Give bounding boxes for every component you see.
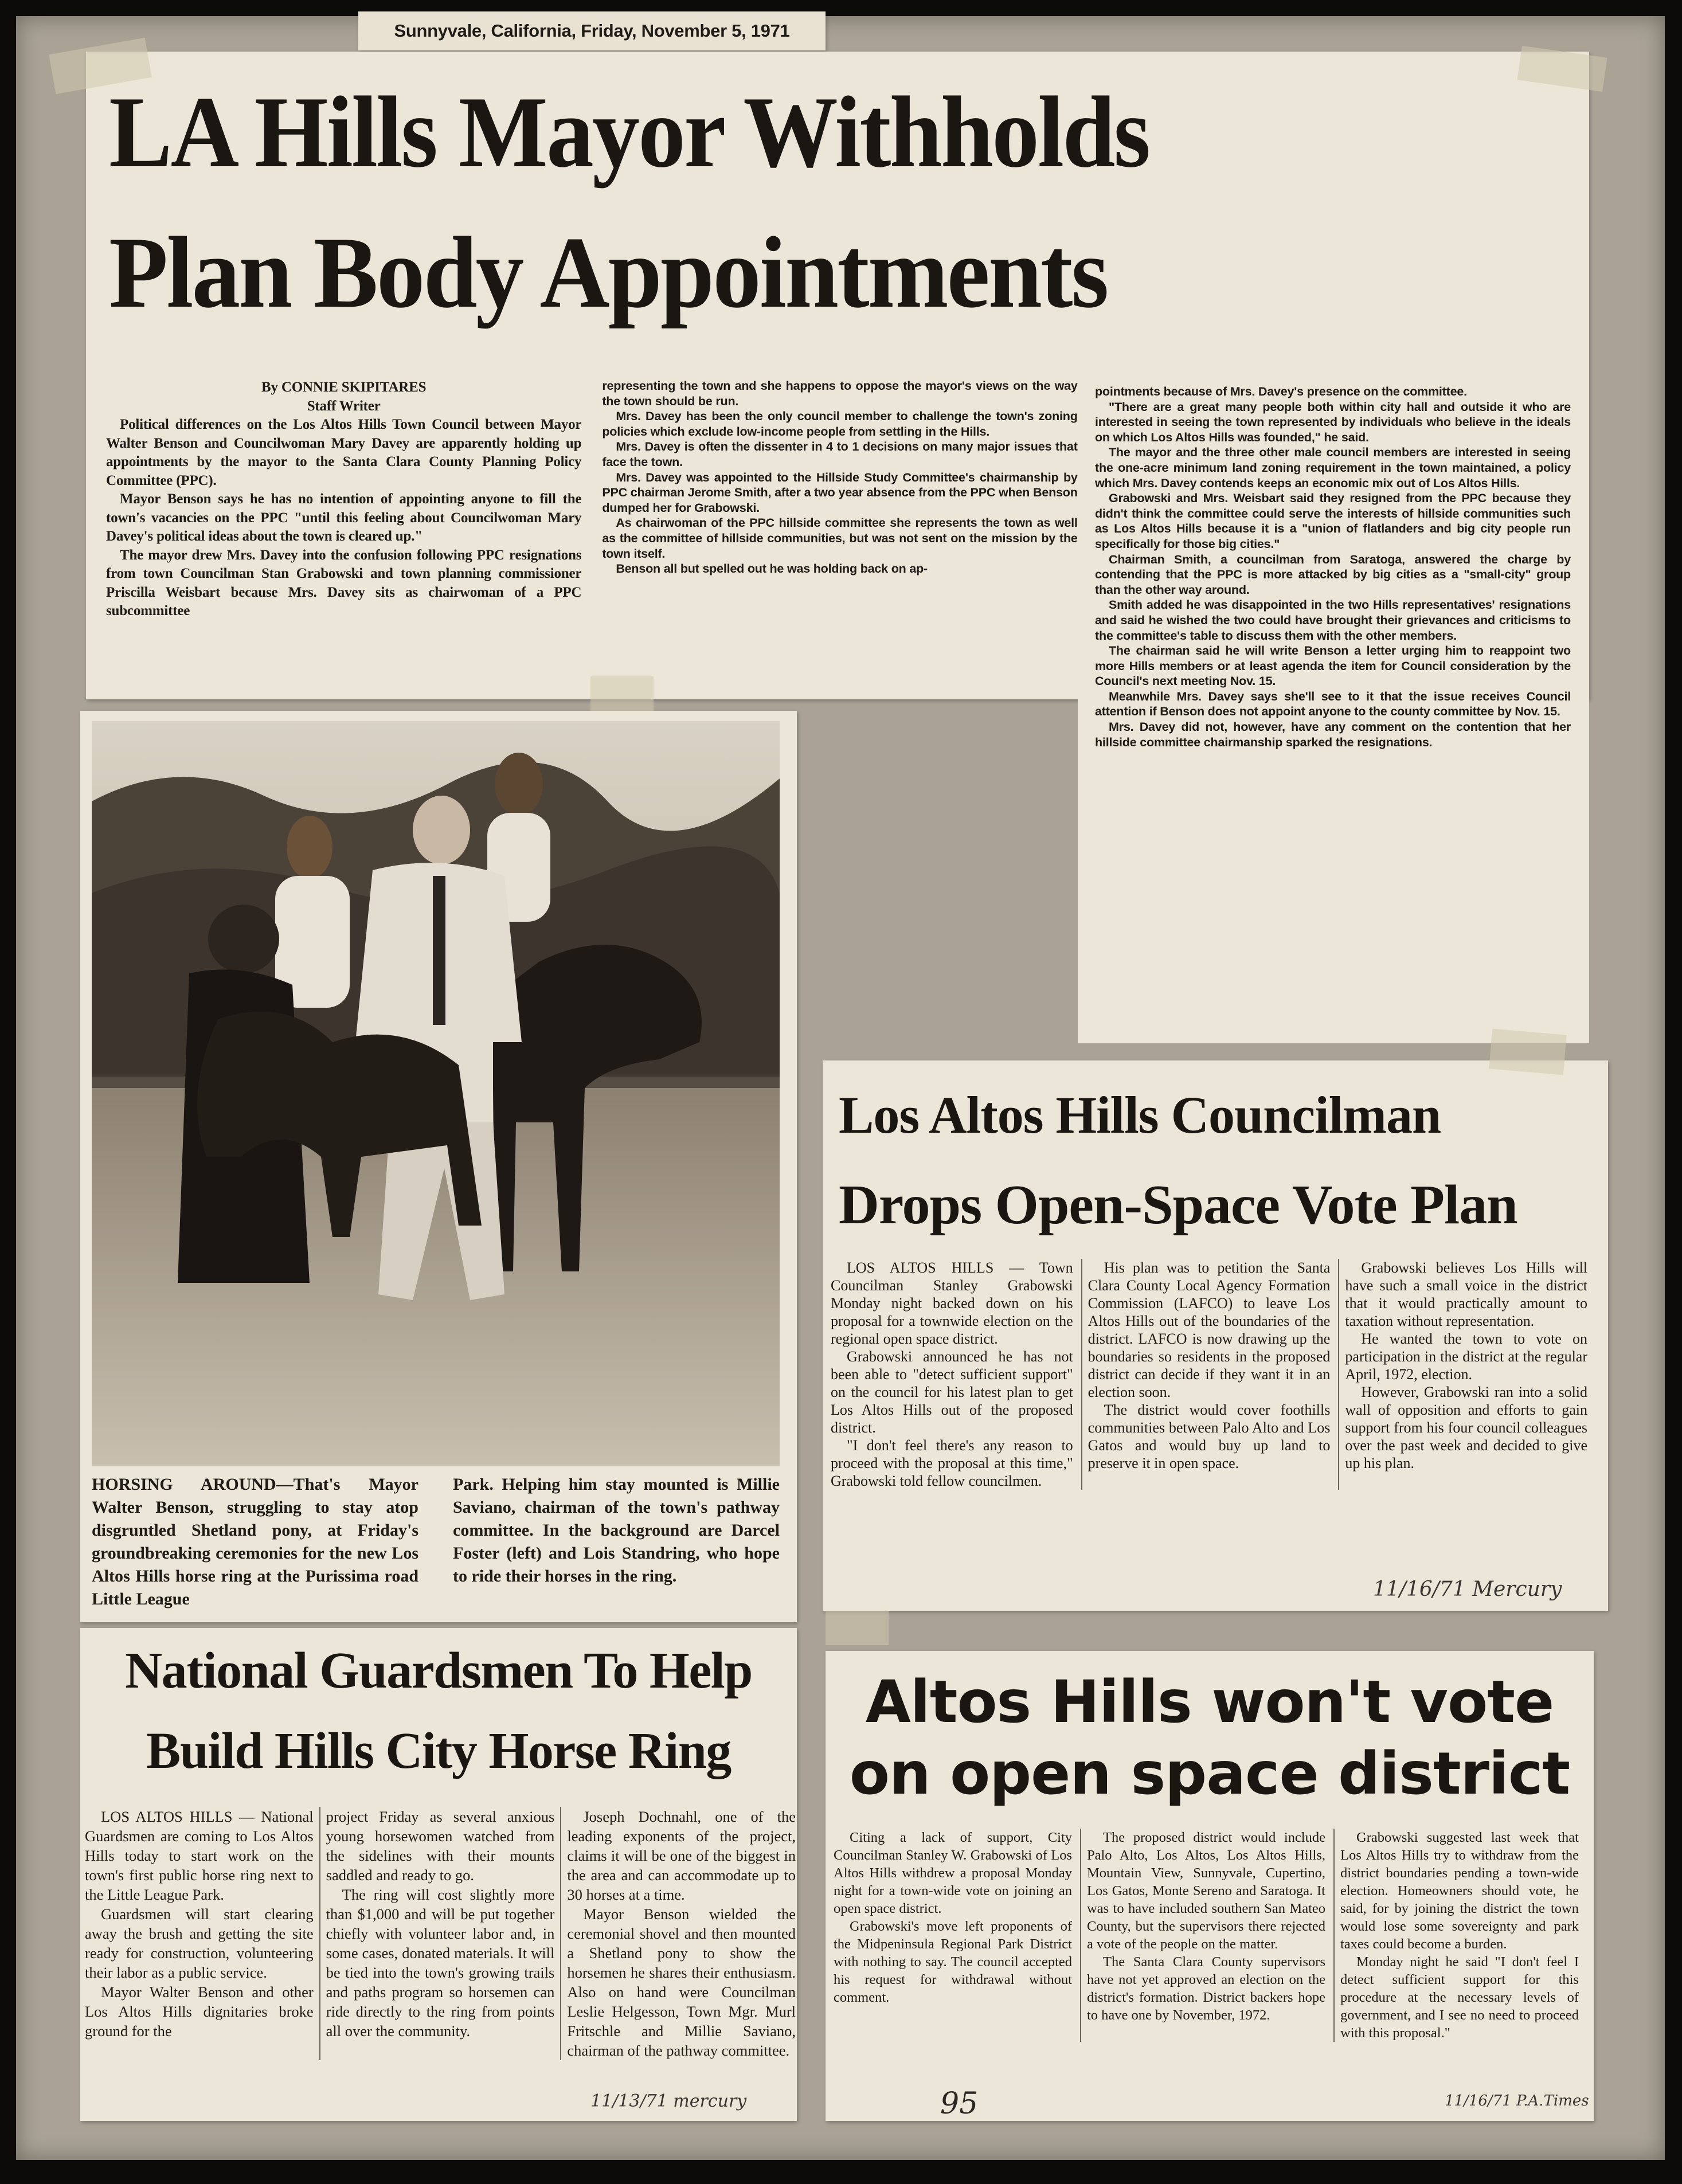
handwritten-date-note: 11/16/71 Mercury	[1373, 1578, 1562, 1601]
news-photo	[92, 721, 780, 1466]
caption-col-1	[92, 1473, 418, 1611]
paragraph: Mrs. Davey did not, however, have any comment on the contention that her hillside committee chairmanship sparked the resignations.	[1095, 720, 1571, 749]
dateline: Sunnyvale, California, Friday, November 5, 1971	[394, 21, 790, 41]
main-headline-line1: LA Hills Mayor Withholds	[109, 75, 1149, 189]
paragraph: As chairwoman of the PPC hillside committee she represents the town as well as the committee of hillside communities, but was not sent on the mission by the town itself.	[602, 516, 1078, 561]
paragraph: Mayor Benson says he has no intention of appointing anyone to fill the town's vacancies on the PPC "until this feeling about Councilwoman Mary Davey's political ideas about the town is cleared up."	[106, 491, 582, 544]
altos-col-1	[834, 1829, 1072, 2042]
paragraph: His plan was to petition the Santa Clara County Local Agency Formation Commission (LAFCO) to leave Los Altos Hills out of the boundaries of the district. LAFCO is now drawing up the boundaries so residents in the proposed district can decide if they want it in an election soon.	[1088, 1259, 1331, 1400]
dateline-strip	[358, 11, 826, 50]
paragraph: Mrs. Davey is often the dissenter in 4 to 1 decisions on many major issues that face the town.	[602, 440, 1078, 469]
paragraph: Grabowski and Mrs. Weisbart said they resigned from the PPC because they didn't think the committee could serve the interests of hillside communities such as Los Altos Hills because it is a "union of flatlanders and big city people run specifically for those big cities."	[1095, 491, 1571, 551]
tape	[1489, 1028, 1567, 1075]
byline: By CONNIE SKIPITARES	[261, 379, 427, 395]
paragraph: "There are a great many people both within city hall and outside it who are interested in seeing the town represented by individuals who believe in the ideals on which Los Altos Hills was founded," he said.	[1095, 400, 1571, 444]
tape	[590, 676, 654, 711]
councilman-article	[823, 1060, 1608, 1611]
paragraph: The mayor and the three other male council members are interested in seeing the one-acre minimum land zoning requirement in the town maintained, a policy which Mrs. Davey contends keeps an economic mix out of Los Altos Hills.	[1095, 445, 1571, 490]
main-col-2	[602, 378, 1077, 699]
councilman-col-1	[831, 1259, 1073, 1490]
paragraph: "I don't feel there's any reason to proceed with the proposal at this time," Grabowski told fellow councilmen.	[831, 1437, 1073, 1489]
councilman-col-2	[1081, 1259, 1331, 1490]
paragraph: Joseph Dochnahl, one of the leading exponents of the project, claims it will be one of the biggest in the area and can accommodate up to 30 horses at a time.	[567, 1808, 796, 1903]
paragraph: He wanted the town to vote on participation in the district at the regular April, 1972, election.	[1345, 1330, 1588, 1383]
paragraph: Mrs. Davey has been the only council member to challenge the town's zoning policies which exclude low-income people from settling in the Hills.	[602, 409, 1078, 439]
paragraph: Grabowski believes Los Hills will have such a small voice in the district that it would practically amount to taxation without representation.	[1345, 1259, 1588, 1329]
paragraph: Meanwhile Mrs. Davey says she'll see to it that the issue receives Council attention if Benson does not appoint anyone to the county committee by Nov. 15.	[1095, 689, 1571, 719]
paragraph: The proposed district would include Palo Alto, Los Altos, Los Altos Hills, Mountain View, Sunnyvale, Cupertino, Los Gatos, Monte Sereno and Saratoga. It was to have included southern San Mateo County, but the supervisors there rejected a vote of the people on the matter.	[1087, 1830, 1325, 1952]
guardsmen-article	[80, 1628, 797, 2121]
paragraph: Monday night he said "I don't feel I detect sufficient support for this procedure at the necessary levels of government, and I see no need to proceed with this proposal."	[1340, 1954, 1579, 2041]
photo-caption-part2: Park. Helping him stay mounted is Millie Saviano, chairman of the town's pathway committee. In the background are Darcel Foster (left) and Lois Standring, who hope to ride their horses in the ring.	[453, 1475, 780, 1586]
tape	[826, 1611, 889, 1645]
paragraph: The district would cover foothills communities between Palo Alto and Los Gatos and would buy up land to preserve it in open space.	[1088, 1402, 1331, 1471]
guardsmen-col-3	[560, 1807, 796, 2060]
photo-clipping	[80, 711, 797, 1622]
councilman-col-3	[1338, 1259, 1587, 1490]
guardsmen-headline-line1: National Guardsmen To Help	[125, 1642, 752, 1699]
paragraph: Benson all but spelled out he was holding back on ap-	[616, 562, 928, 576]
handwritten-date-note: 11/16/71 P.A.Times	[1445, 2092, 1589, 2109]
paragraph: The chairman said he will write Benson a letter urging him to reappoint two more Hills members or at least agenda the item for Council consideration by the Council's next meeting Nov. 15.	[1095, 644, 1571, 688]
paragraph: Mayor Walter Benson and other Los Altos Hills dignitaries broke ground for the	[85, 1983, 314, 2040]
councilman-headline-line1: Los Altos Hills Councilman	[839, 1086, 1441, 1144]
paragraph: LOS ALTOS HILLS — National Guardsmen are coming to Los Altos Hills today to start work on the town's first public horse ring next to the Little League Park.	[85, 1808, 314, 1903]
paragraph: The Santa Clara County supervisors have not yet approved an election on the district's formation. District backers hope to have one by November, 1972.	[1087, 1954, 1325, 2023]
paragraph: Mrs. Davey was appointed to the Hillside Study Committee's chairmanship by PPC chairman Jerome Smith, after a two year absence from the PPC when Benson dumped her for Grabowski.	[602, 470, 1078, 515]
paragraph: Grabowski suggested last week that Los Altos Hills try to withdraw from the district boundaries pending a town-wide election. Homeowners should vote, he said, for by joining the district the town would lose some sovereignty and park taxes could become a burden.	[1340, 1830, 1579, 1952]
paragraph: Mayor Benson wielded the ceremonial shovel and then mounted a Shetland pony to show the horsemen he shares their enthusiasm. Also on hand were Councilman Leslie Helgesson, Town Mgr. Murl Fritschle and Millie Saviano, chairman of the pathway committee.	[567, 1905, 796, 2059]
page-number: 95	[940, 2087, 979, 2121]
paragraph: LOS ALTOS HILLS — Town Councilman Stanley Grabowski Monday night backed down on his proposal for a townwide election on the regional open space district.	[831, 1259, 1073, 1347]
main-col-3	[1095, 384, 1571, 750]
main-article-col3	[1078, 373, 1589, 1043]
paragraph: Political differences on the Los Altos Hills Town Council between Mayor Walter Benson and Councilwoman Mary Davey are apparently holding up appointments by the mayor to the Santa Clara County Planning Policy Committee (PPC).	[106, 417, 582, 488]
paragraph: The mayor drew Mrs. Davey into the confusion following PPC resignations from town Councilman Stan Grabowski and town planning commissioner Priscilla Weisbart because Mrs. Davey sits as chairwoman of a PPC subcommittee	[106, 547, 582, 619]
paragraph: However, Grabowski ran into a solid wall of opposition and efforts to gain support from his four council colleagues over the past week and decided to give up his plan.	[1345, 1384, 1588, 1471]
altos-hills-article	[826, 1651, 1594, 2121]
caption-col-2	[453, 1473, 780, 1611]
paragraph: representing the town and she happens to oppose the mayor's views on the way the town should be run.	[602, 379, 1078, 408]
guardsmen-headline-line2: Build Hills City Horse Ring	[146, 1723, 731, 1779]
byline-role: Staff Writer	[307, 398, 381, 414]
paragraph: Guardsmen will start clearing away the brush and getting the site ready for construction, volunteering their labor as a public service.	[85, 1905, 314, 1981]
paragraph: Chairman Smith, a councilman from Saratoga, answered the charge by contending that the PPC is more attacked by big cities as a "small-city" group than the other way around.	[1095, 552, 1571, 597]
paragraph: Smith added he was disappointed in the two Hills representatives' resignations and said he wished the two could have brought their grievances and criticisms to the committee's table to discuss them with the other members.	[1095, 598, 1571, 643]
guardsmen-col-1	[85, 1807, 314, 2060]
paragraph: project Friday as several anxious young horsewomen watched from the sidelines with their mounts saddled and ready to go.	[326, 1808, 555, 1884]
paragraph: Citing a lack of support, City Councilman Stanley W. Grabowski of Los Altos Hills withdrew a proposal Monday night for a town-wide vote on joining an open space district.	[834, 1830, 1072, 1916]
photo-caption-part1: HORSING AROUND—That's Mayor Walter Benson, struggling to stay atop disgruntled Shetland pony, at Friday's groundbreaking ceremonies for the new Los Altos Hills horse ring at the Purissima road Little League	[92, 1475, 418, 1608]
councilman-headline-line2: Drops Open-Space Vote Plan	[839, 1174, 1517, 1236]
altos-headline-line1: Altos Hills won't vote	[865, 1668, 1554, 1736]
main-headline-line2: Plan Body Appointments	[109, 216, 1108, 329]
altos-headline-line2: on open space district	[849, 1740, 1570, 1808]
paragraph: Grabowski's move left proponents of the Midpeninsula Regional Park District with nothing to say. The council accepted his request for withdrawal without comment.	[834, 1919, 1072, 2005]
paragraph: Grabowski announced he has not been able to "detect sufficient support" on the council for his latest plan to get Los Altos Hills out of the proposed district.	[831, 1348, 1073, 1436]
paragraph: The ring will cost slightly more than $1,000 and will be put together chiefly with volunteer labor and, in some cases, donated materials. It will be tied into the town's growing trails and paths program so horsemen can ride directly to the ring from points all over the community.	[326, 1886, 555, 2040]
altos-col-2	[1080, 1829, 1325, 2042]
guardsmen-col-2	[319, 1807, 555, 2060]
handwritten-date-note: 11/13/71 mercury	[590, 2091, 747, 2111]
altos-col-3	[1333, 1829, 1579, 2042]
main-col-1	[106, 378, 581, 699]
paragraph: pointments because of Mrs. Davey's presence on the committee.	[1095, 385, 1467, 398]
photo-image	[92, 721, 780, 1466]
